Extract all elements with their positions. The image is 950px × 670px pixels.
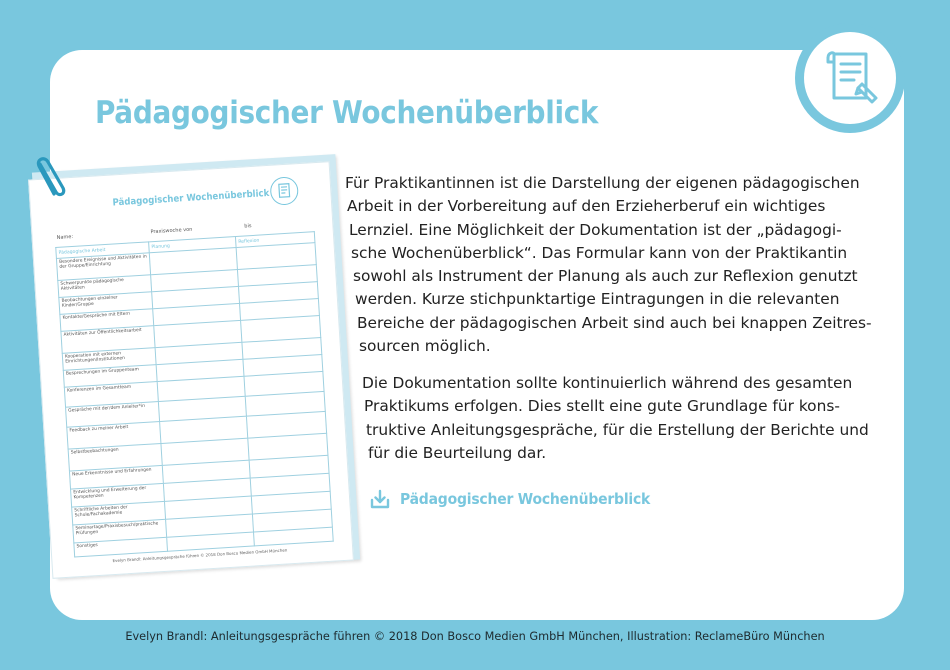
- worksheet-row-label: Seminartage/Praxisbesuch/praktische Prüfungen: [73, 519, 167, 543]
- worksheet-row-label: Aktivitäten zur Öffentlichkeitsarbeit: [61, 326, 155, 354]
- worksheet-col-header: Planung: [149, 237, 237, 253]
- worksheet-row-label: Neue Erkenntnisse und Erfahrungen: [69, 465, 163, 489]
- download-icon: [370, 488, 390, 510]
- second-line: truktive Anleitungsgespräche, für die Erstellung der Berichte und: [366, 420, 869, 439]
- copyright-footer: Evelyn Brandl: Anleitungsgespräche führen © 2018 Don Bosco Medien GmbH München, Illustration: ReclameBüro München: [125, 630, 825, 643]
- intro-line: werden. Kurze stichpunktartige Eintragungen in die relevanten: [355, 290, 840, 309]
- intro-line: sourcen möglich.: [359, 337, 491, 356]
- worksheet-week-label: Praxiswoche von: [150, 226, 193, 236]
- worksheet-row-label: Selbstbeobachtungen: [68, 443, 162, 471]
- download-link[interactable]: [370, 488, 650, 510]
- worksheet-row-label: Feedback zu meiner Arbeit: [67, 422, 161, 450]
- worksheet-col-header: Reflexion: [235, 232, 315, 248]
- worksheet-row-label: Schwerpunkte pädagogische Aktivitäten: [58, 275, 152, 298]
- second-line: Praktikums erfolgen. Dies stellt eine gute Grundlage für kons-: [364, 397, 840, 416]
- document-badge: [795, 23, 905, 133]
- worksheet-row-label: Beobachtungen einzelner Kinder/Gruppe: [59, 292, 153, 315]
- worksheet-row-label: Besprechungen im Gruppenteam: [63, 365, 157, 388]
- intro-line: Bereiche der pädagogischen Arbeit sind auch bei knappen Zeitres-: [357, 313, 872, 332]
- intro-line: Arbeit in der Vorbereitung auf den Erzieherberuf ein wichtiges: [347, 197, 826, 216]
- worksheet-preview: [28, 161, 354, 579]
- intro-line: Lernziel. Eine Möglichkeit der Dokumentation ist der „pädagogi-: [349, 220, 842, 239]
- second-line: für die Beurteilung dar.: [368, 443, 547, 462]
- second-line: Die Dokumentation sollte kontinuierlich während des gesamten: [362, 374, 853, 392]
- second-paragraph: [362, 372, 869, 465]
- worksheet-row-label: Besondere Ereignisse und Aktivitäten in der Gruppe/Einrichtung: [56, 253, 150, 281]
- document-edit-icon: [804, 32, 896, 124]
- worksheet-row-label: Kontakte/Gespräche mit Eltern: [60, 309, 154, 332]
- worksheet-title: Pädagogischer Wochenüberblick: [112, 187, 270, 209]
- intro-line: sowohl als Instrument der Planung als auch zur Reflexion genutzt: [353, 267, 858, 286]
- worksheet-col-header: Pädagogische Arbeit: [56, 242, 149, 259]
- worksheet-to-label: bis: [244, 223, 252, 230]
- page-title: Pädagogischer Wochenüberblick: [95, 95, 599, 131]
- download-link-label[interactable]: Pädagogischer Wochenüberblick: [400, 490, 651, 508]
- worksheet-row-label: Konferenzen im Gesamtteam: [64, 382, 158, 408]
- intro-paragraph: [345, 172, 872, 358]
- intro-line: Für Praktikantinnen ist die Darstellung der eigenen pädagogischen: [345, 174, 860, 192]
- worksheet-row-label: Sonstiges: [74, 537, 168, 557]
- worksheet-row-label: Gespräche mit der/dem Anleiter*in: [66, 402, 160, 428]
- worksheet-row-label: Schriftliche Arbeiten der Schule/Fachakademie: [72, 501, 166, 525]
- worksheet-footer: Evelyn Brandl: Anleitungsgespräche führen © 2018 Don Bosco Medien GmbH München: [112, 547, 288, 564]
- worksheet-document-icon: [269, 176, 299, 206]
- worksheet-row-label: Entwicklung und Erweiterung der Kompetenzen: [71, 483, 165, 507]
- worksheet-row-label: Kooperation mit externen Einrichtungen/Institutionen: [62, 348, 156, 371]
- paperclip-icon: [28, 150, 72, 210]
- worksheet-table: [55, 231, 334, 557]
- intro-line: sche Wochenüberblick“. Das Formular kann von der Praktikantin: [351, 243, 848, 262]
- worksheet-name-label: Name:: [56, 233, 74, 241]
